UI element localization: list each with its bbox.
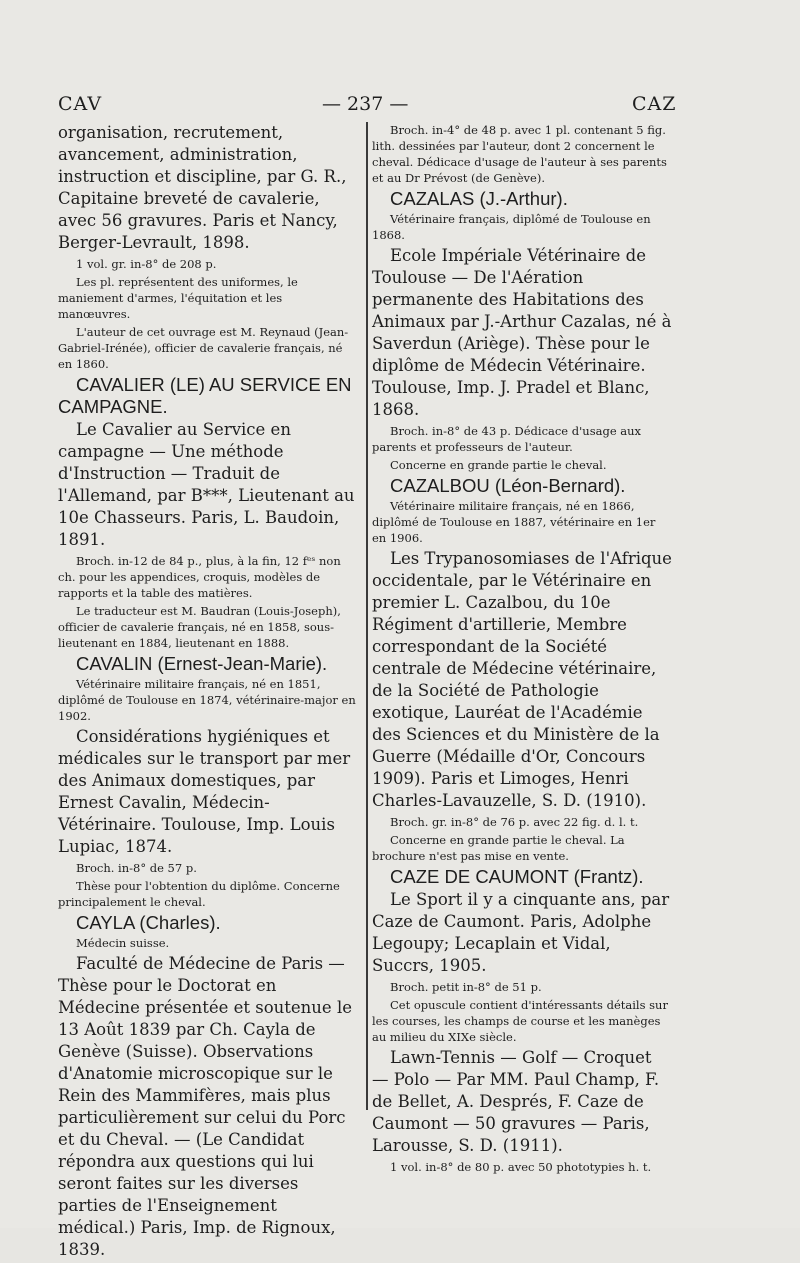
entry-note: 1 vol. gr. in-8° de 208 p. [76,257,217,271]
entry-note: Vétérinaire militaire français, né en 1866, diplômé de Toulouse en 1887, vétérinaire en 1er en 1906. [372,499,656,545]
entry-note: Concerne en grande partie le cheval. La brochure n'est pas mise en vente. [372,833,625,863]
entry-note: Vétérinaire français, diplômé de Toulouse en 1868. [372,212,651,242]
entry-note: Cet opuscule contient d'intéressants détails sur les courses, les champs de course et les manèges au milieu du XIXe siècle. [372,998,668,1044]
entry-title: Lawn-Tennis — Golf — Croquet — Polo — Par MM. Paul Champ, F. de Bellet, A. Després, F. Caze de Caumont — 50 gravures — Paris, Larousse, S. D. (1911). [372,1048,660,1155]
entry-note: Le traducteur est M. Baudran (Louis-Joseph), officier de cavalerie français, né en 1858, sous-lieutenant en 1884, lieutenant en 1888. [58,604,341,650]
entry-title: Faculté de Médecine de Paris — Thèse pour le Doctorat en Médecine présentée et soutenue le 13 Août 1839 par Ch. Cayla de Genève (Suisse). Observations d'Anatomie microscopique sur le Rein des Mammifères, mais plus particulièrement sur celui du Porc et du Cheval. — (Le Candidat répondra aux questions qui lui seront faites sur les diverses parties de l'Enseignement médical.) Paris, Imp. de Rignoux, 1839. [58,954,352,1259]
entry-title: organisation, recrutement, avancement, administration, instruction et discipline, par G. R., Capitaine breveté de cavalerie, avec 56 gravures. Paris et Nancy, Berger-Levrault, 1898. [58,123,347,252]
entry-note: Broch. in-8° de 57 p. [76,861,197,875]
entry-note: Thèse pour l'obtention du diplôme. Concerne principalement le cheval. [58,879,340,909]
entry-note: 1 vol. in-8° de 80 p. avec 50 phototypies h. t. [390,1160,652,1174]
entry-title: Le Cavalier au Service en campagne — Une méthode d'Instruction — Traduit de l'Allemand, par B***, Lieutenant au 10e Chasseurs. Paris, L. Baudoin, 1891. [58,420,355,549]
entry-note: Concerne en grande partie le cheval. [390,458,607,472]
entry-note: Broch. in-4° de 48 p. avec 1 pl. contenant 5 fig. lith. dessinées par l'auteur, dont 2 concernent le cheval. Dédicace d'usage de l'auteur à ses parents et au Dr Prévost (de Genève). [372,123,667,185]
entry-heading: CAYLA (Charles). [76,912,221,933]
entry-note: Broch. in-12 de 84 p., plus, à la fin, 12 fᵉˢ non ch. pour les appendices, croquis, modèles de rapports et la table des matières. [58,554,341,600]
entry-note: Les pl. représentent des uniformes, le maniement d'armes, l'équitation et les manœuvres. [58,275,298,321]
entry-note: Broch. in-8° de 43 p. Dédicace d'usage aux parents et professeurs de l'auteur. [372,424,642,454]
entry-note: Broch. gr. in-8° de 76 p. avec 22 fig. d. l. t. [390,815,639,829]
entry-note: Vétérinaire militaire français, né en 1851, diplômé de Toulouse en 1874, vétérinaire-major en 1902. [58,677,356,723]
entry-note: Broch. petit in-8° de 51 p. [390,980,542,994]
entry-heading: CAVALIN (Ernest-Jean-Marie). [76,653,328,674]
column-divider [366,122,368,1110]
entry-note: L'auteur de cet ouvrage est M. Reynaud (Jean-Gabriel-Irénée), officier de cavalerie français, né en 1860. [58,325,349,371]
entry-note: Médecin suisse. [76,936,170,950]
entry-heading: CAZALBOU (Léon-Bernard). [390,475,626,496]
left-column [58,122,356,1263]
running-head-left: CAV [58,93,103,115]
entry-title: Ecole Impériale Vétérinaire de Toulouse — De l'Aération permanente des Habitations des Animaux par J.-Arthur Cazalas, né à Saverdun (Ariège). Thèse pour le diplôme de Médecin Vétérinaire. Toulouse, Imp. J. Pradel et Blanc, 1868. [372,246,672,419]
entry-title: Le Sport il y a cinquante ans, par Caze de Caumont. Paris, Adolphe Legoupy; Lecaplain et Vidal, Succrs, 1905. [372,890,670,975]
right-column [372,122,672,1177]
entry-heading: CAZALAS (J.-Arthur). [390,188,568,209]
page-number: — 237 — [322,93,409,115]
entry-heading: CAVALIER (LE) AU SERVICE EN CAMPAGNE. [58,374,352,417]
entry-title: Les Trypanosomiases de l'Afrique occidentale, par le Vétérinaire en premier L. Cazalbou, du 10e Régiment d'artillerie, Membre correspondant de la Société centrale de Médecine vétérinaire, de la Société de Pathologie exotique, Lauréat de l'Académie des Sciences et du Ministère de la Guerre (Médaille d'Or, Concours 1909). Paris et Limoges, Henri Charles-Lavauzelle, S. D. (1910). [372,549,672,810]
running-head-right: CAZ [632,93,677,115]
entry-heading: CAZE DE CAUMONT (Frantz). [390,866,644,887]
entry-title: Considérations hygiéniques et médicales sur le transport par mer des Animaux domestiques, par Ernest Cavalin, Médecin-Vétérinaire. Toulouse, Imp. Louis Lupiac, 1874. [58,727,351,856]
